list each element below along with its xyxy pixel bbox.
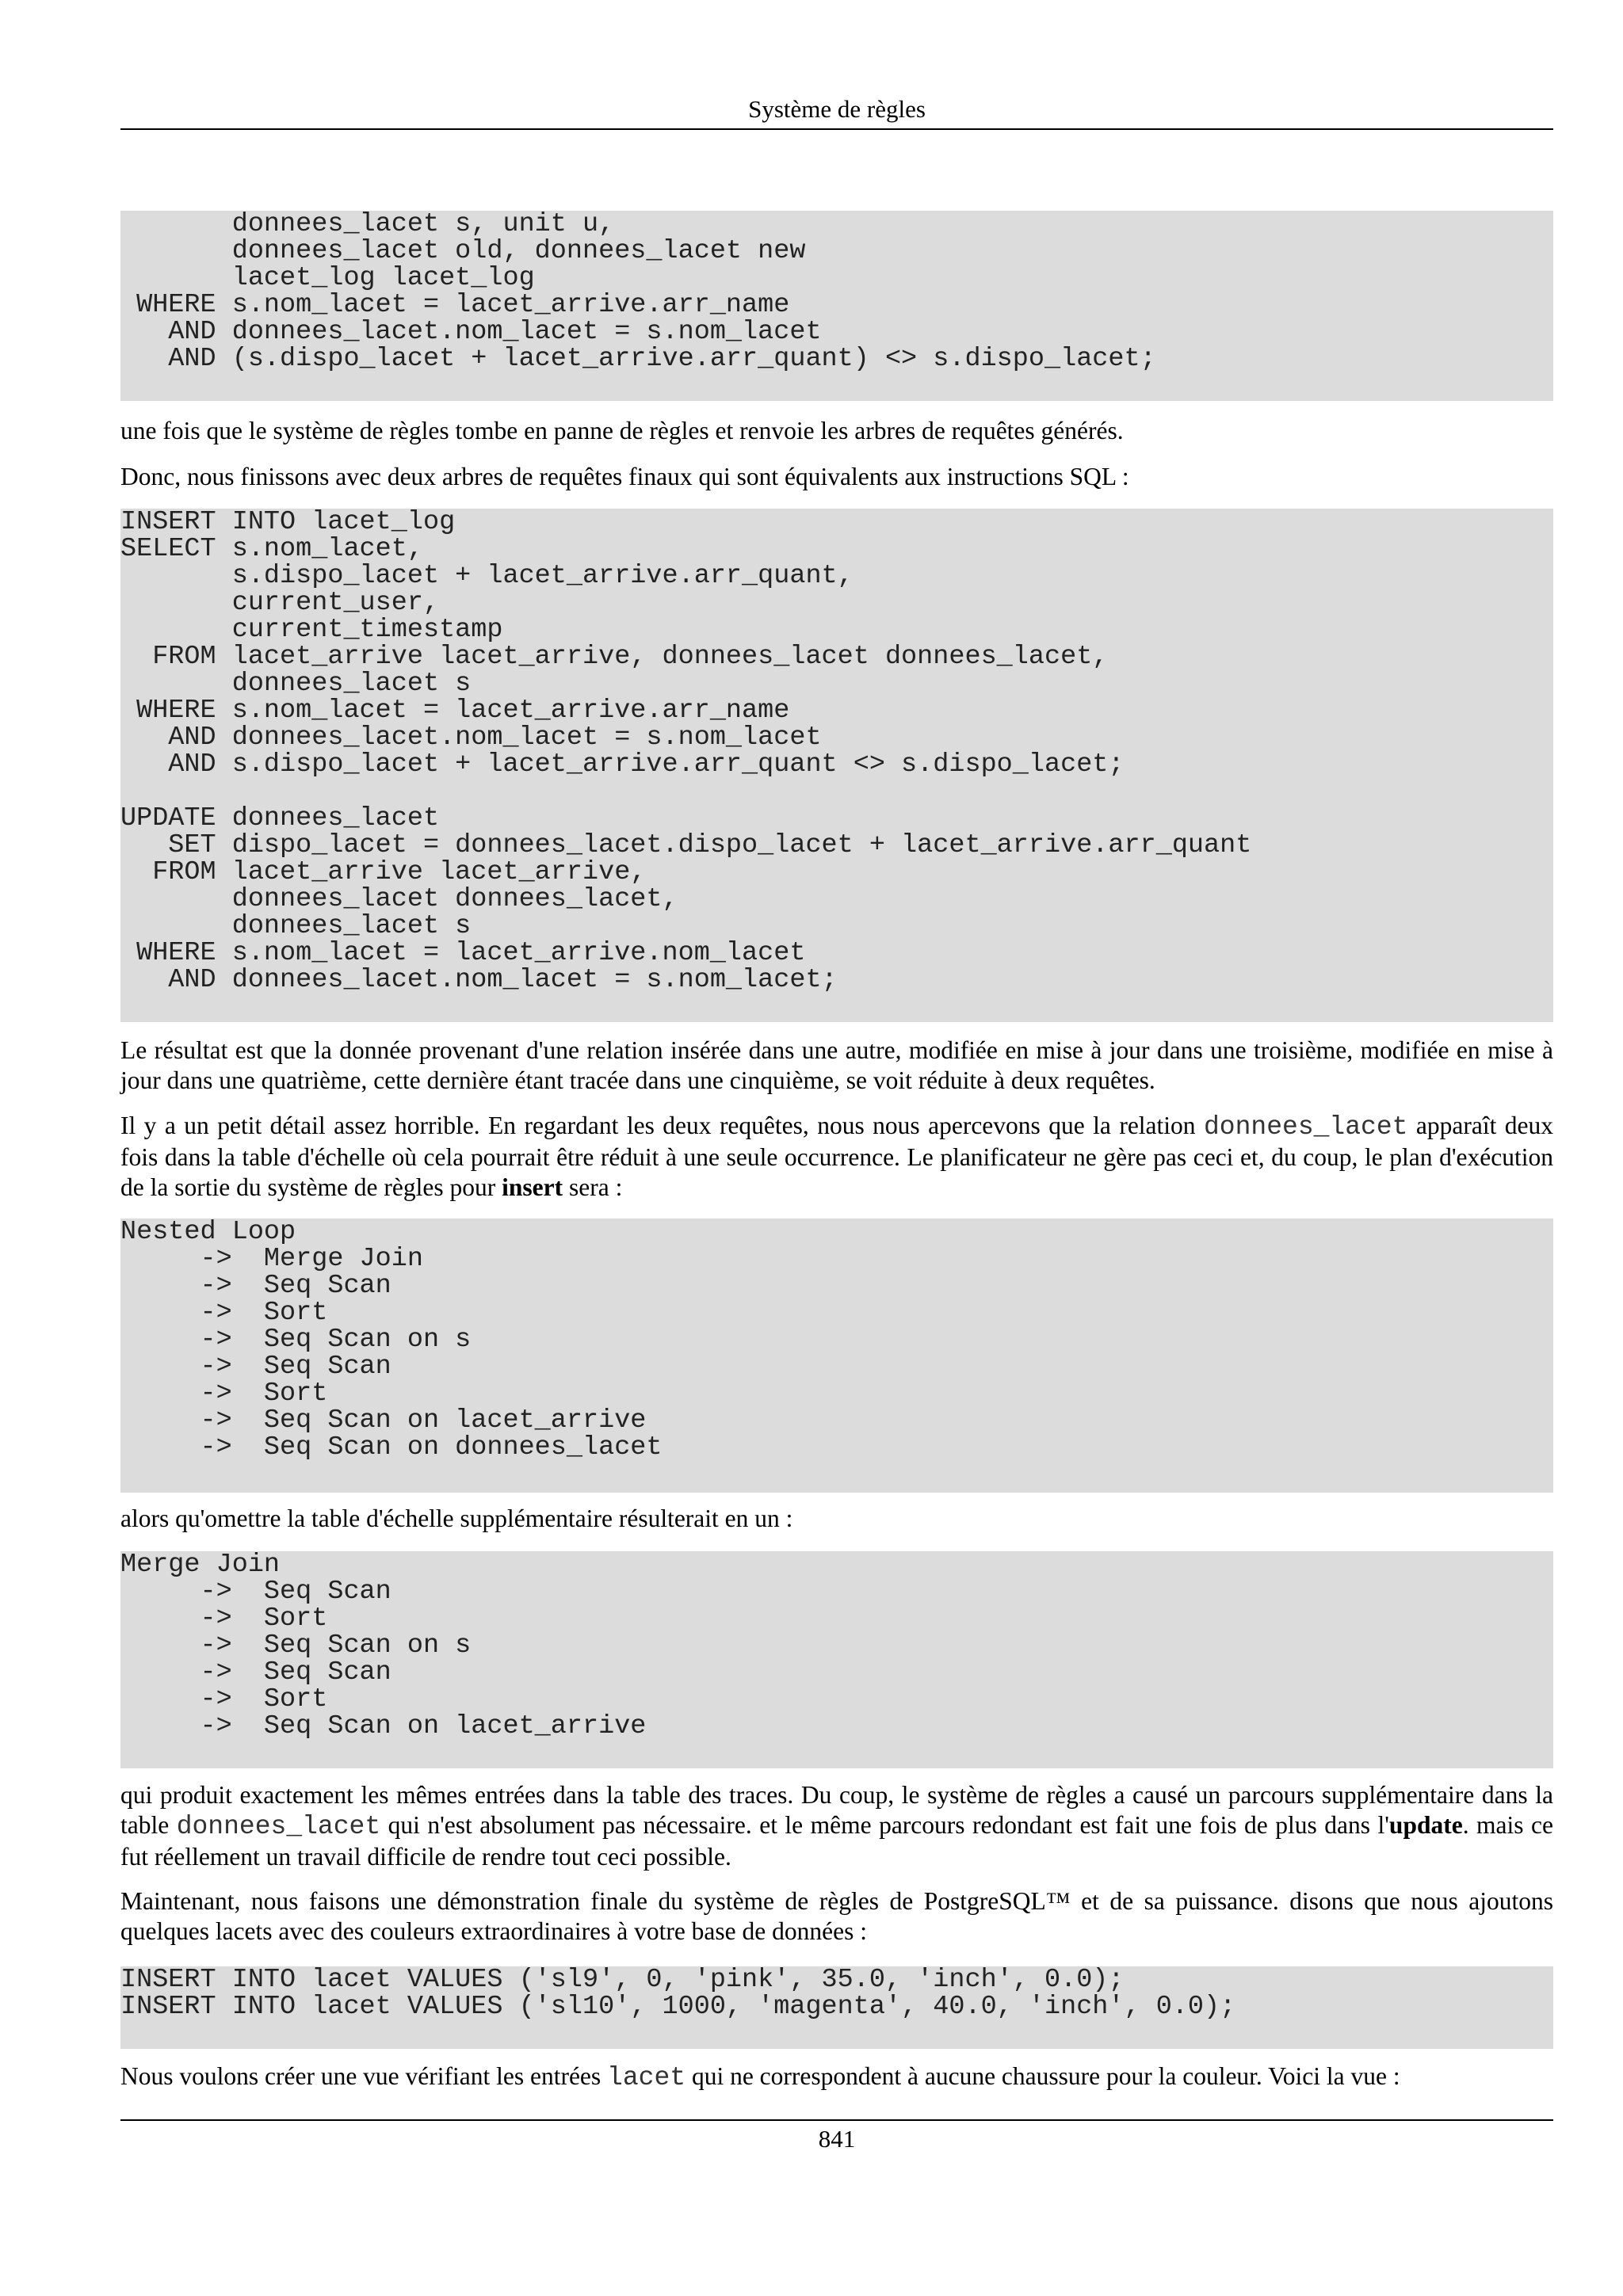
code-line: -> Seq Scan (120, 1577, 391, 1607)
code-line: AND s.dispo_lacet + lacet_arrive.arr_quant <> s.dispo_lacet; (120, 749, 1125, 780)
page-number: 841 (818, 2125, 856, 2153)
code-line: -> Seq Scan on s (120, 1325, 472, 1355)
code-line: -> Seq Scan (120, 1271, 391, 1301)
code-line: WHERE s.nom_lacet = lacet_arrive.arr_name (120, 696, 790, 726)
paragraph-6: qui produit exactement les mêmes entrées dans la table des traces. Du coup, le système de règles a causé un parcours supplémentaire dans la table donnees_lacet qui n'est absolument pas nécessaire. et le même parcours redondant est fait une fois de plus dans l'update. mais ce fut réellement un travail difficile de rendre tout ceci possible. (120, 1781, 1553, 1871)
code-line: -> Seq Scan on lacet_arrive (120, 1405, 647, 1436)
code-line: AND donnees_lacet.nom_lacet = s.nom_lacet (120, 317, 822, 347)
code-line: -> Sort (120, 1604, 328, 1634)
code-line: INSERT INTO lacet VALUES ('sl10', 1000, 'magenta', 40.0, 'inch', 0.0); (120, 1992, 1236, 2022)
paragraph-2: Donc, nous finissons avec deux arbres de requêtes finaux qui sont équivalents aux instructions SQL : (120, 463, 1129, 490)
code-line: donnees_lacet s (120, 669, 472, 699)
bold-keyword: update (1388, 1811, 1463, 1839)
code-line: current_timestamp (120, 615, 503, 645)
code-line: current_user, (120, 588, 440, 618)
inline-code: lacet (607, 2063, 686, 2092)
paragraph-5: alors qu'omettre la table d'échelle supplémentaire résulterait en un : (120, 1505, 793, 1532)
code-line: -> Seq Scan on s (120, 1630, 472, 1661)
code-line: -> Sort (120, 1379, 328, 1409)
code-line: Nested Loop (120, 1219, 296, 1247)
code-block-2 (120, 509, 1553, 1022)
paragraph-7: Maintenant, nous faisons une démonstration finale du système de règles de PostgreSQL™ et de sa puissance. disons que nous ajoutons quelques lacets avec des couleurs extraordinaires à votre base de données : (120, 1887, 1553, 1945)
page-header-title: Système de règles (748, 95, 926, 123)
code-line: FROM lacet_arrive lacet_arrive, (120, 857, 647, 887)
code-line: -> Seq Scan (120, 1657, 391, 1688)
code-line: lacet_log lacet_log (120, 263, 535, 293)
paragraph-4: Il y a un petit détail assez horrible. En regardant les deux requêtes, nous nous apercevons que la relation donnees_lacet apparaît deux fois dans la table d'échelle où cela pourrait être réduit à une seule occurrence. Le planificateur ne gère pas ceci et, du coup, le plan d'exécution de la sortie du système de règles pour insert sera : (120, 1112, 1554, 1201)
paragraph-8: Nous voulons créer une vue vérifiant les entrées lacet qui ne correspondent à aucune chaussure pour la couleur. Voici la vue : (120, 2062, 1400, 2092)
code-line: FROM lacet_arrive lacet_arrive, donnees_lacet donnees_lacet, (120, 642, 1109, 672)
code-line: Merge Join (120, 1551, 281, 1580)
paragraph-1: une fois que le système de règles tombe en panne de règles et renvoie les arbres de requêtes générés. (120, 417, 1124, 444)
code-line: AND (s.dispo_lacet + lacet_arrive.arr_quant) <> s.dispo_lacet; (120, 344, 1156, 374)
code-line: AND donnees_lacet.nom_lacet = s.nom_lacet; (120, 965, 838, 995)
code-line: SELECT s.nom_lacet, (120, 534, 423, 564)
code-line: donnees_lacet s, unit u, (120, 211, 615, 239)
code-line: -> Seq Scan (120, 1352, 391, 1382)
code-line: WHERE s.nom_lacet = lacet_arrive.arr_name (120, 290, 790, 320)
code-line (120, 778, 1553, 805)
code-line: UPDATE donnees_lacet (120, 803, 440, 833)
code-line: s.dispo_lacet + lacet_arrive.arr_quant, (120, 561, 854, 591)
code-line: SET dispo_lacet = donnees_lacet.dispo_lacet + lacet_arrive.arr_quant (120, 830, 1252, 860)
code-line: donnees_lacet s (120, 911, 472, 941)
code-block-5 (120, 1966, 1553, 2049)
code-block-1 (120, 211, 1553, 401)
header-rule (120, 128, 1553, 130)
code-line: INSERT INTO lacet VALUES ('sl9', 0, 'pink', 35.0, 'inch', 0.0); (120, 1966, 1125, 1995)
footer-rule (120, 2119, 1553, 2121)
bold-keyword: insert (502, 1173, 563, 1201)
inline-code: donnees_lacet (1204, 1112, 1408, 1142)
code-block-3 (120, 1219, 1553, 1493)
code-block-4 (120, 1551, 1553, 1768)
code-line: -> Merge Join (120, 1244, 423, 1274)
code-line: -> Seq Scan on lacet_arrive (120, 1711, 647, 1741)
code-line: AND donnees_lacet.nom_lacet = s.nom_lacet (120, 723, 822, 753)
code-line: donnees_lacet old, donnees_lacet new (120, 236, 806, 266)
code-line: -> Sort (120, 1298, 328, 1328)
code-line: -> Sort (120, 1684, 328, 1714)
code-line: donnees_lacet donnees_lacet, (120, 884, 678, 914)
code-line: WHERE s.nom_lacet = lacet_arrive.nom_lacet (120, 938, 806, 968)
paragraph-3: Le résultat est que la donnée provenant d'une relation insérée dans une autre, modifiée en mise à jour dans une troisième, modifiée en mise à jour dans une quatrième, cette dernière étant tracée dans une cinquième, se voit réduite à deux requêtes. (120, 1036, 1553, 1094)
code-line: INSERT INTO lacet_log (120, 509, 456, 537)
inline-code: donnees_lacet (176, 1812, 381, 1841)
code-line: -> Seq Scan on donnees_lacet (120, 1432, 663, 1463)
